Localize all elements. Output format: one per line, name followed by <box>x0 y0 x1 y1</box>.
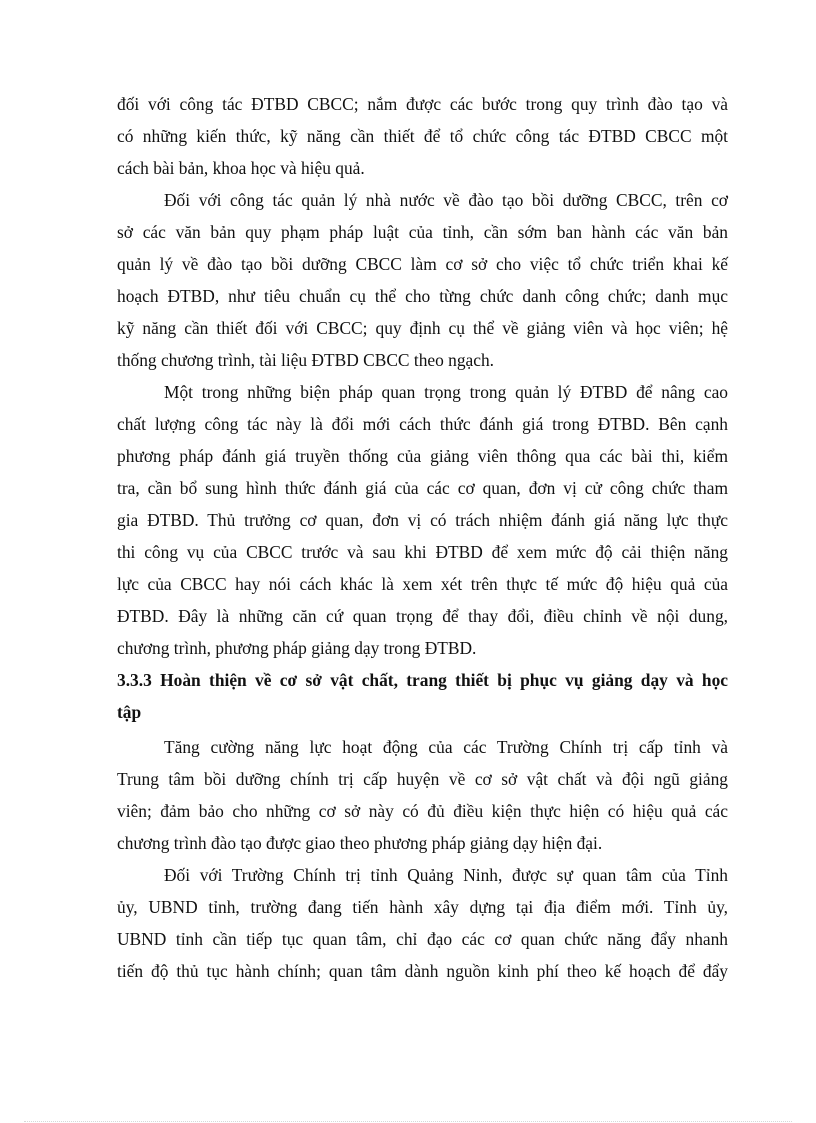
paragraph <box>117 88 728 184</box>
text-line: ĐTBD. Đây là những căn cứ quan trọng để thay đổi, điều chỉnh về nội dung, <box>117 606 728 626</box>
text-line: ủy, UBND tỉnh, trường đang tiến hành xây dựng tại địa điểm mới. Tỉnh ủy, <box>117 897 728 917</box>
text-line: gia ĐTBD. Thủ trưởng cơ quan, đơn vị có trách nhiệm đánh giá năng lực thực <box>117 510 728 530</box>
text-line: Tăng cường năng lực hoạt động của các Trường Chính trị cấp tỉnh và <box>164 737 728 757</box>
paragraph <box>117 184 728 376</box>
text-line: thi công vụ của CBCC trước và sau khi ĐTBD để xem mức độ cải thiện năng <box>117 542 728 562</box>
text-line: chương trình, phương pháp giảng dạy trong ĐTBD. <box>117 638 477 658</box>
text-line: chương trình đào tạo được giao theo phương pháp giảng dạy hiện đại. <box>117 833 603 853</box>
text-line: Đối với công tác quản lý nhà nước về đào tạo bồi dưỡng CBCC, trên cơ <box>164 190 728 210</box>
text-line: cách bài bản, khoa học và hiệu quả. <box>117 158 365 178</box>
text-line: lực của CBCC hay nói cách khác là xem xét trên thực tế mức độ hiệu quả của <box>117 574 728 594</box>
text-line: có những kiến thức, kỹ năng cần thiết để tổ chức công tác ĐTBD CBCC một <box>117 126 728 146</box>
text-line: UBND tỉnh cần tiếp tục quan tâm, chỉ đạo các cơ quan chức năng đẩy nhanh <box>117 929 728 949</box>
paragraph <box>117 859 728 987</box>
text-line: hoạch ĐTBD, như tiêu chuẩn cụ thể cho từng chức danh công chức; danh mục <box>117 286 728 306</box>
section-heading <box>117 664 728 728</box>
text-line: viên; đảm bảo cho những cơ sở này có đủ điều kiện thực hiện có hiệu quả các <box>117 801 728 821</box>
text-line: Một trong những biện pháp quan trọng trong quản lý ĐTBD để nâng cao <box>164 382 728 402</box>
text-line: phương pháp đánh giá truyền thống của giảng viên thông qua các bài thi, kiểm <box>117 446 728 466</box>
text-line: kỹ năng cần thiết đối với CBCC; quy định cụ thể về giảng viên và học viên; hệ <box>117 318 728 338</box>
text-line: tiến độ thủ tục hành chính; quan tâm dành nguồn kinh phí theo kế hoạch để đẩy <box>117 961 728 981</box>
text-line: thống chương trình, tài liệu ĐTBD CBCC theo ngạch. <box>117 350 495 370</box>
text-line: tra, cần bổ sung hình thức đánh giá của các cơ quan, đơn vị cử công chức tham <box>117 478 728 498</box>
paragraph <box>117 376 728 664</box>
text-line: chất lượng công tác này là đổi mới cách thức đánh giá trong ĐTBD. Bên cạnh <box>117 414 728 434</box>
text-line: Đối với Trường Chính trị tỉnh Quảng Ninh, được sự quan tâm của Tỉnh <box>164 865 728 885</box>
heading-line: tập <box>117 702 142 722</box>
text-line: sở các văn bản quy phạm pháp luật của tỉnh, cần sớm ban hành các văn bản <box>117 222 728 242</box>
heading-line: 3.3.3 Hoàn thiện về cơ sở vật chất, trang thiết bị phục vụ giảng dạy và học <box>117 670 728 690</box>
paragraph <box>117 731 728 859</box>
text-line: Trung tâm bồi dưỡng chính trị cấp huyện về cơ sở vật chất và đội ngũ giảng <box>117 769 728 789</box>
page-bottom-border <box>24 1121 792 1122</box>
document-page <box>117 88 728 987</box>
text-line: quản lý về đào tạo bồi dưỡng CBCC làm cơ sở cho việc tổ chức triển khai kế <box>117 254 728 274</box>
text-line: đối với công tác ĐTBD CBCC; nắm được các bước trong quy trình đào tạo và <box>117 94 728 114</box>
